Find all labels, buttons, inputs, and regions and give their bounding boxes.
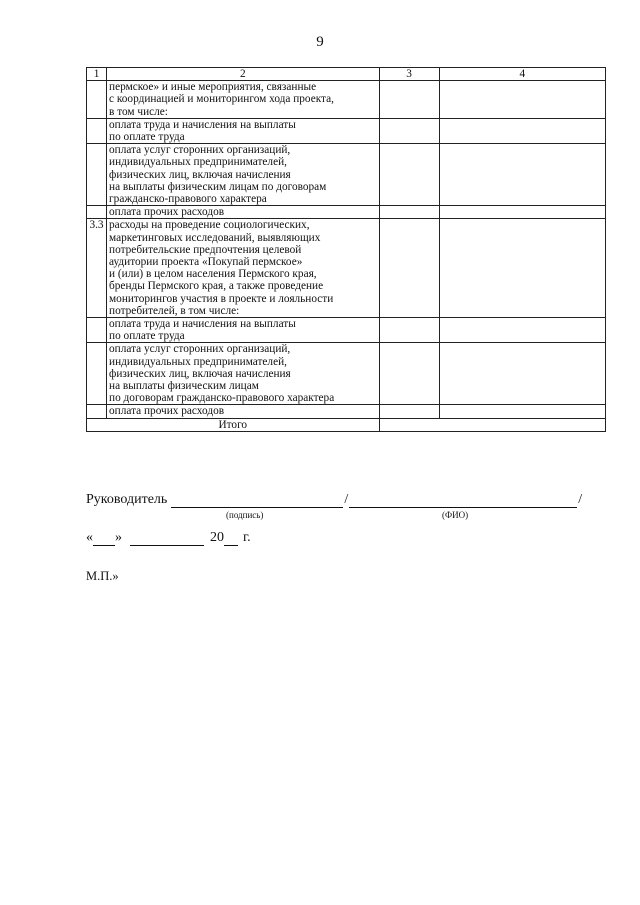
table-row [87, 343, 606, 405]
row-number [87, 405, 107, 418]
date-line [86, 530, 251, 546]
row-value-col-3 [379, 81, 439, 119]
table-row [87, 206, 606, 219]
table-row [87, 318, 606, 343]
table-row [87, 118, 606, 143]
signature-field[interactable] [171, 494, 343, 508]
row-description: оплата прочих расходов [107, 206, 380, 219]
header-col-2: 2 [107, 68, 380, 81]
row-value-col-4 [439, 405, 605, 418]
name-slash: / [578, 492, 583, 507]
row-value-col-3 [379, 343, 439, 405]
row-value-col-4 [439, 81, 605, 119]
table-row [87, 219, 606, 318]
date-close-quote: » [115, 530, 122, 545]
signature-block [86, 492, 606, 522]
row-value-col-3 [379, 206, 439, 219]
row-value-col-3 [379, 405, 439, 418]
caption-signature: (подпись) [226, 510, 264, 520]
date-month-field[interactable] [130, 532, 204, 546]
row-number [87, 343, 107, 405]
row-value-col-4 [439, 318, 605, 343]
total-value [379, 418, 605, 431]
row-number [87, 144, 107, 206]
row-number [87, 206, 107, 219]
table-row [87, 144, 606, 206]
date-year-field[interactable] [224, 532, 238, 546]
header-col-3: 3 [379, 68, 439, 81]
table-total-row [87, 418, 606, 431]
name-field[interactable] [349, 494, 577, 508]
row-value-col-4 [439, 206, 605, 219]
row-number [87, 318, 107, 343]
row-description: расходы на проведение социологических, маркетинговых исследований, выявляющих потребительские предпочтения целевой аудитории проекта «Покупай пермское» и (или) в целом населения Пермского края, бренды Пермского края, а также проведение мониторингов участия в проекте и лояльности потребителей, в том числе: [107, 219, 380, 318]
table-row [87, 81, 606, 119]
row-value-col-4 [439, 144, 605, 206]
header-col-1: 1 [87, 68, 107, 81]
row-value-col-4 [439, 219, 605, 318]
date-year-prefix: 20 [210, 530, 224, 545]
row-number [87, 118, 107, 143]
table-row [87, 405, 606, 418]
signature-label: Руководитель [86, 492, 168, 507]
signature-captions [86, 508, 606, 522]
row-description: пермское» и иные мероприятия, связанные с координацией и мониторингом хода проекта, в том числе: [107, 81, 380, 119]
page-number: 9 [316, 34, 324, 50]
header-col-4: 4 [439, 68, 605, 81]
signature-line [86, 492, 606, 508]
budget-table [86, 67, 606, 432]
total-label: Итого [87, 418, 380, 431]
row-description: оплата прочих расходов [107, 405, 380, 418]
row-value-col-4 [439, 118, 605, 143]
row-number [87, 81, 107, 119]
row-value-col-3 [379, 219, 439, 318]
stamp-place: М.П.» [86, 569, 119, 583]
row-value-col-3 [379, 144, 439, 206]
caption-name: (ФИО) [442, 510, 469, 520]
date-year-suffix: г. [243, 530, 251, 545]
row-description: оплата труда и начисления на выплаты по оплате труда [107, 318, 380, 343]
date-day-field[interactable] [93, 532, 115, 546]
row-description: оплата услуг сторонних организаций, индивидуальных предпринимателей, физических лиц, включая начисления на выплаты физическим лицам по договорам гражданско-правового характера [107, 144, 380, 206]
row-number: 3.3 [87, 219, 107, 318]
row-value-col-4 [439, 343, 605, 405]
row-value-col-3 [379, 118, 439, 143]
date-open-quote: « [86, 530, 93, 545]
signature-slash: / [344, 492, 349, 507]
row-value-col-3 [379, 318, 439, 343]
table-header-row [87, 68, 606, 81]
row-description: оплата услуг сторонних организаций, индивидуальных предпринимателей, физических лиц, включая начисления на выплаты физическим лицам по договорам гражданско-правового характера [107, 343, 380, 405]
row-description: оплата труда и начисления на выплаты по оплате труда [107, 118, 380, 143]
